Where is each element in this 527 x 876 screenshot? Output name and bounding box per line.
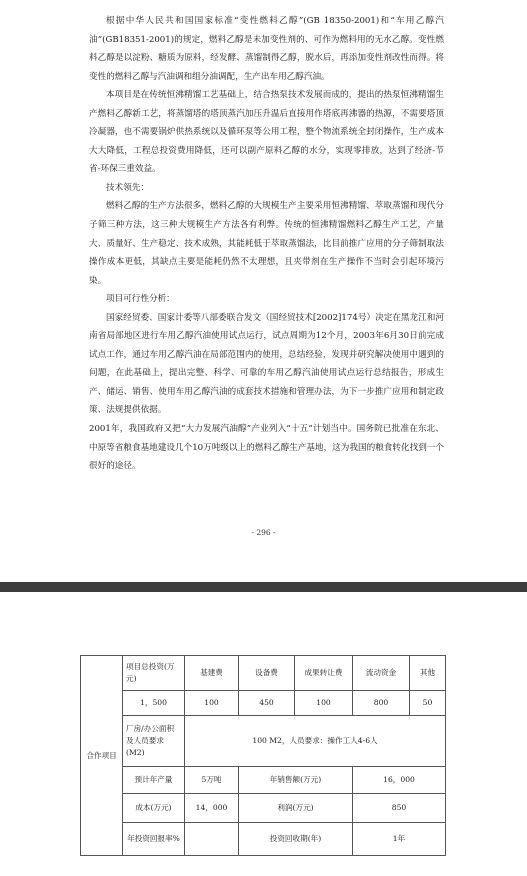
heading-feasibility: 项目可行性分析： xyxy=(106,294,175,305)
other-value: 50 xyxy=(410,691,446,716)
page-divider xyxy=(0,582,527,592)
roi-label: 年投资回报率% xyxy=(123,823,185,856)
page-number: - 296 - xyxy=(251,528,276,537)
header-construction-cost: 基建费 xyxy=(185,656,239,691)
annual-sales-label: 年销售额(万元) xyxy=(239,767,353,794)
body-text xyxy=(89,12,444,476)
equipment-cost-value: 450 xyxy=(239,691,295,716)
annual-sales-value: 16，000 xyxy=(353,767,446,794)
paragraph-project-intro: 本项目是在传统恒沸精馏工艺基础上，结合热泵技术发展而成的，提出的热泵恒沸精馏生产燃料乙醇新工艺，将蒸馏塔的塔顶蒸汽加压升温后直接用作塔底再沸器的热源，不需要塔顶冷凝器，也不需要锅炉供热系统以及循环泵等公用工程，整个物流系统全封闭操作，生产成本大大降低，工程总投资费用降低，还可以副产原料乙醇的水分，实现零排放，达到了经济-节省-环保三重效益。 xyxy=(89,90,444,175)
working-capital-value: 800 xyxy=(353,691,410,716)
facility-label: 厂房/办公面积及人员要求(M2) xyxy=(123,716,185,767)
annual-output-label: 预计年产量 xyxy=(123,767,185,794)
header-working-capital: 流动资金 xyxy=(353,656,410,691)
heading-technical-lead: 技术领先： xyxy=(106,182,149,193)
investment-table xyxy=(80,655,446,856)
paragraph-2001-plan: 2001年，我国政府又把“大力发展汽油醇”产业列入“十五”计划当中。国务院已批准在东北、中原等省粮食基地建设几个10万吨级以上的燃料乙醇生产基地，这为我国的粮食转化找到一个很好的途径。 xyxy=(89,424,444,472)
roi-value xyxy=(185,823,239,856)
paragraph-policy: 国家经贸委、国家计委等八部委联合发文（国经贸技术[2002]174号）决定在黑龙江和河南省局部地区进行车用乙醇汽油使用试点运行，试点周期为12个月，2003年6月30日前完成试点工作，通过车用乙醇汽油在局部范围内的使用，总结经验，发现并研究解决使用中遇到的问题，在此基础上，提出完整、科学、可靠的车用乙醇汽油使用试点运行总结报告，形成生产、储运、销售、使用车用乙醇汽油的成套技术措施和管理办法，为下一步推广应用和制定政策、法规提供依据。 xyxy=(89,312,444,416)
facility-value: 100 M2，人员要求：操作工人4-6人 xyxy=(185,716,446,767)
total-investment-label: 项目总投资(万元) xyxy=(123,656,185,691)
cooperation-project-cell: 合作项目 xyxy=(81,656,123,856)
construction-cost-value: 100 xyxy=(185,691,239,716)
total-investment-value: 1，500 xyxy=(123,691,185,716)
cost-value: 14，000 xyxy=(185,794,239,823)
cost-label: 成本(万元) xyxy=(123,794,185,823)
profit-value: 850 xyxy=(353,794,446,823)
payback-value: 1年 xyxy=(353,823,446,856)
annual-output-value: 5万吨 xyxy=(185,767,239,794)
header-transfer-fee: 成果转让费 xyxy=(295,656,353,691)
paragraph-production-methods: 燃料乙醇的生产方法很多，燃料乙醇的大规模生产主要采用恒沸精馏、萃取蒸馏和现代分子筛三种方法，这三种大规模生产方法各有利弊。传统的恒沸精馏燃料乙醇生产工艺，产量大、质量好、生产稳定、技术成熟，其能耗低于萃取蒸馏法，比目前推广应用的分子筛制取法操作成本更低，其缺点主要是能耗仍然不太理想，且夹带剂在生产操作不当时会引起环境污染。 xyxy=(89,201,444,286)
profit-label: 利润(万元) xyxy=(239,794,353,823)
payback-label: 投资回收期(年) xyxy=(239,823,353,856)
header-other: 其他 xyxy=(410,656,446,691)
paragraph-standards: 根据中华人民共和国国家标准“变性燃料乙醇”(GB 18350-2001)和“车用乙醇汽油”(GB18351-2001)的规定，燃料乙醇是未加变性剂的、可作为燃料用的无水乙醇。变性燃料乙醇是以淀粉、糖质为原料，经发酵、蒸馏制得乙醇，脱水后，再添加变性剂改性而得。将变性的燃料乙醇与汽油调和组分油调配，生产出车用乙醇汽油。 xyxy=(89,16,444,82)
header-equipment-cost: 设备费 xyxy=(239,656,295,691)
transfer-fee-value: 100 xyxy=(295,691,353,716)
